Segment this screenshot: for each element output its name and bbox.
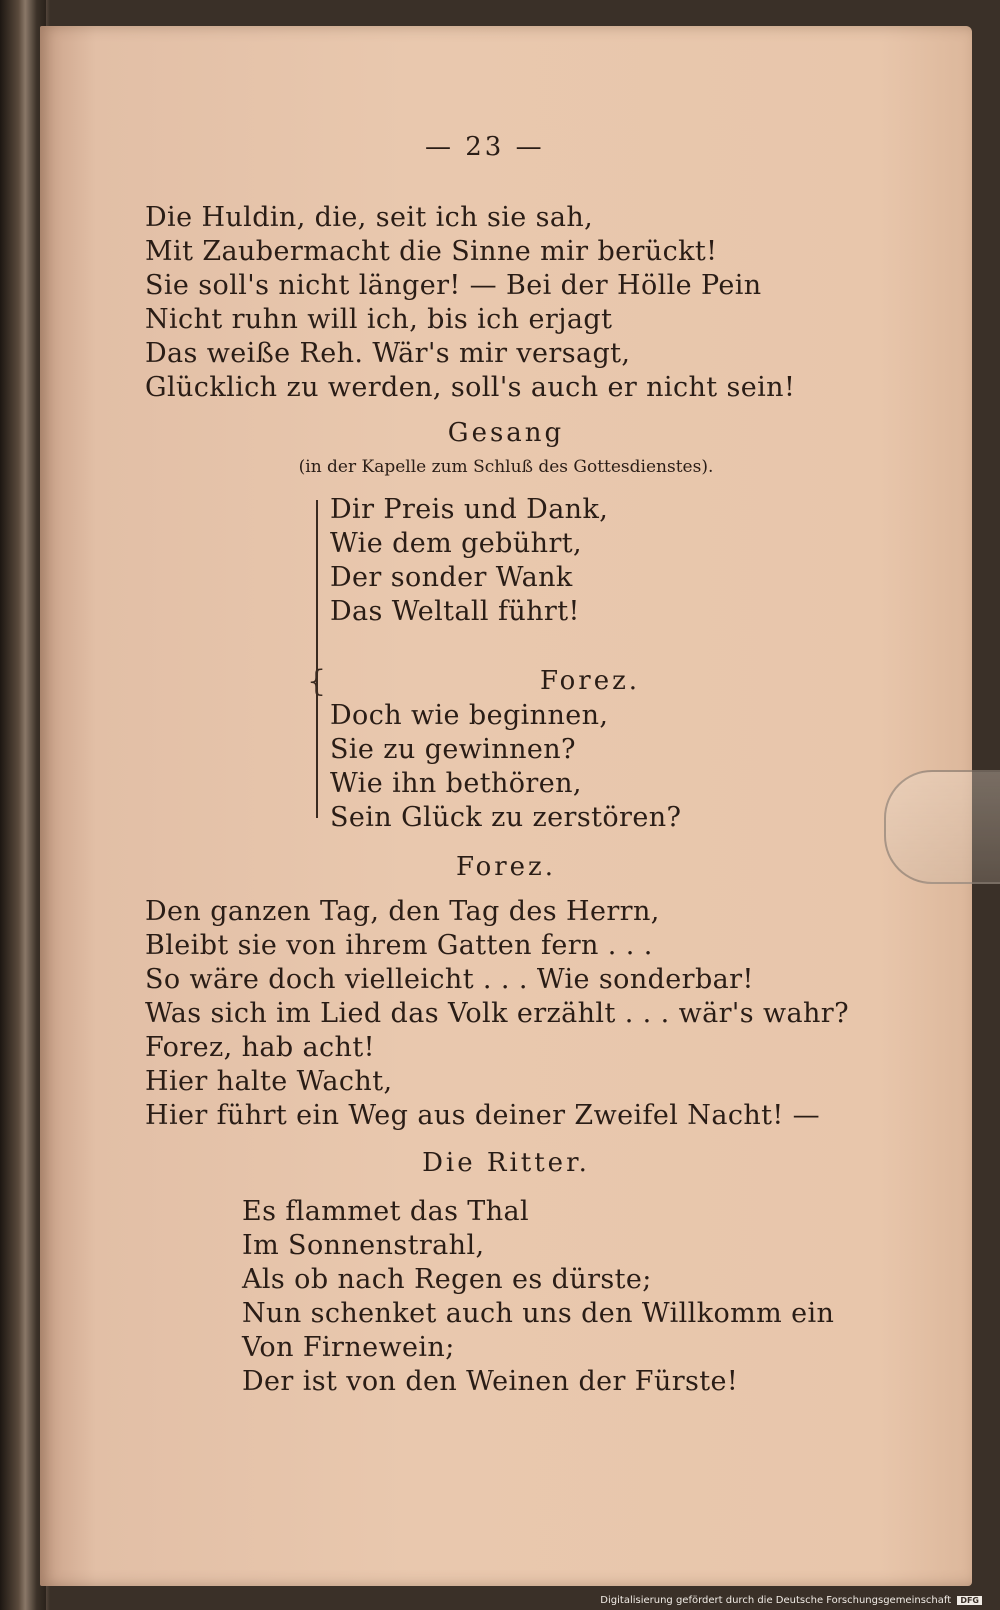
- ritter-heading: Die Ritter.: [422, 1148, 590, 1178]
- stanza2-line: Hier halte Wacht,: [145, 1066, 393, 1097]
- chorus-line: Das Weltall führt!: [330, 596, 580, 627]
- credit-text: Digitalisierung gefördert durch die Deutsche Forschungsgemeinschaft: [600, 1595, 952, 1606]
- forez-line: Sein Glück zu zerstören?: [330, 802, 682, 833]
- stanza2-line: So wäre doch vielleicht . . . Wie sonderbar!: [145, 964, 754, 995]
- forez-line: Doch wie beginnen,: [330, 700, 609, 731]
- forez-inner-heading: Forez.: [540, 666, 641, 696]
- digitization-credit: [600, 1595, 982, 1606]
- stanza3-line: Nun schenket auch uns den Willkomm ein: [242, 1298, 835, 1329]
- stanza1-line: Sie soll's nicht länger! — Bei der Hölle Pein: [145, 270, 762, 301]
- stanza2-line: Was sich im Lied das Volk erzählt . . . wär's wahr?: [145, 998, 849, 1029]
- stanza3-line: Es flammet das Thal: [242, 1196, 530, 1227]
- forez-line: Wie ihn bethören,: [330, 768, 582, 799]
- stanza1-line: Mit Zaubermacht die Sinne mir berückt!: [145, 236, 718, 267]
- chorus-line: Wie dem gebührt,: [330, 528, 582, 559]
- forez-line: Sie zu gewinnen?: [330, 734, 576, 765]
- dfg-logo: DFG: [957, 1596, 982, 1605]
- stanza1-line: Das weiße Reh. Wär's mir versagt,: [145, 338, 631, 369]
- stanza3-line: Von Firnewein;: [242, 1332, 455, 1363]
- stanza2-line: Den ganzen Tag, den Tag des Herrn,: [145, 896, 660, 927]
- stanza1-line: Nicht ruhn will ich, bis ich erjagt: [145, 304, 613, 335]
- forez-heading: Forez.: [455, 852, 557, 882]
- chorus-line: Der sonder Wank: [330, 562, 573, 593]
- chorus-line: Dir Preis und Dank,: [330, 494, 609, 525]
- stanza2-line: Forez, hab acht!: [145, 1032, 375, 1063]
- stanza2-line: Hier führt ein Weg aus deiner Zweifel Nacht! —: [145, 1100, 821, 1131]
- brace-notch: {: [307, 664, 327, 699]
- stanza1-line: Die Huldin, die, seit ich sie sah,: [145, 202, 594, 233]
- brace-bracket: [316, 500, 318, 818]
- gesang-stage-note: (in der Kapelle zum Schluß des Gottesdienstes).: [298, 457, 714, 477]
- stanza2-line: Bleibt sie von ihrem Gatten fern . . .: [145, 930, 653, 961]
- stanza3-line: Der ist von den Weinen der Fürste!: [242, 1366, 739, 1397]
- stanza3-line: Als ob nach Regen es dürste;: [242, 1264, 652, 1295]
- stanza1-line: Glücklich zu werden, soll's auch er nicht sein!: [145, 372, 796, 403]
- gesang-heading: Gesang: [447, 418, 565, 448]
- stanza3-line: Im Sonnenstrahl,: [242, 1230, 485, 1261]
- page-number: — 23 —: [425, 132, 545, 162]
